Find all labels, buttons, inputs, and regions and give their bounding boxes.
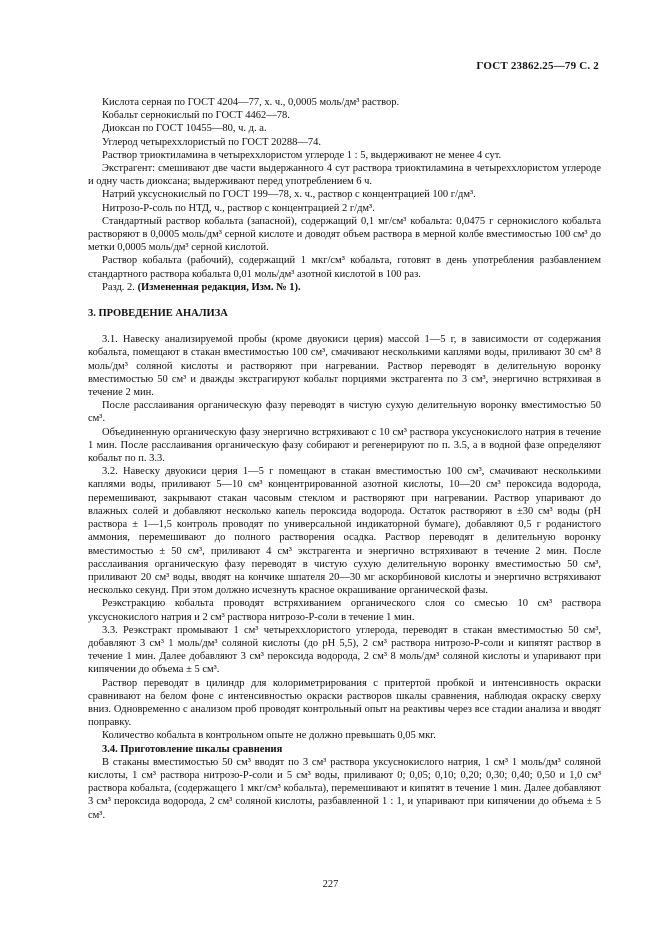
reagent-item: Кислота серная по ГОСТ 4204—77, х. ч., 0,0005 моль/дм³ раствор. [102, 97, 400, 108]
paragraph: Раствор переводят в цилиндр для колориметрирования с притертой пробкой и интенсивность окраски сравнивают на белом фоне с интенсивностью окраски растворов шкалы сравнения, наблюдая окраску сверху вниз. Одновременно с анализом проб проводят контрольный опыт на реактивы через все стадии анализа и вводят поправку. [88, 677, 601, 729]
paragraph: После расслаивания органическую фазу переводят в чистую сухую делительную воронку вместимостью 50 см³. [88, 400, 601, 425]
reagent-item: Кобальт сернокислый по ГОСТ 4462—78. [102, 110, 290, 122]
reagent-item: Экстрагент: смешивают две части выдержанного 4 сут раствора триоктиламина в четыреххлористом углероде и одну часть диоксана; выдерживают перед употреблением 6 ч. [88, 163, 601, 188]
page-header: ГОСТ 23862.25—79 С. 2 [476, 60, 599, 72]
paragraph: Реэкстракцию кобальта проводят встряхиванием органического слоя со смесью 10 см³ раствора уксуснокислого натрия и 2 см³ раствора нитрозо-Р-соли в течение 1 мин. [88, 598, 601, 623]
paragraph: 3.1. Навеску анализируемой пробы (кроме двуокиси церия) массой 1—5 г, в зависимости от содержания кобальта, помещают в стакан вместимостью 100 см³, смачивают несколькими каплями воды, приливают 30 см³ 8 моль/дм³ соляной кислоты и растворяют при нагревании. Раствор переводят в делительную воронку вместимостью 50 см³ и дважды экстрагируют кобальт порциями экстрагента по 3 см³, энергично встряхивая в течение 2 мин. [88, 334, 601, 399]
reagent-item: Нитрозо-Р-соль по НТД, ч., раствор с концентрацией 2 г/дм³. [102, 202, 375, 214]
reagent-item: Диоксан по ГОСТ 10455—80, ч. д. а. [102, 123, 267, 135]
page-number: 227 [322, 879, 339, 890]
reagent-item: Раствор триоктиламина в четыреххлористом углероде 1 : 5, выдерживают не менее 4 сут. [102, 149, 502, 161]
amendment-bold: (Измененная редакция, Изм. № 1). [137, 281, 301, 293]
amendment-prefix: Разд. 2. [102, 281, 135, 293]
reagent-item: Стандартный раствор кобальта (запасной), содержащий 0,1 мг/см³ кобальта: 0,0475 г сернокислого кобальта растворяют в 0,0005 моль/дм³ серной кислоте и доводят объем раствора в мерной колбе вместимостью 100 см³ до метки 0,0005 моль/дм³ серной кислотой. [88, 215, 601, 254]
section-title: 3. ПРОВЕДЕНИЕ АНАЛИЗА [88, 308, 228, 320]
amendment-note [88, 281, 601, 294]
paragraph: 3.3. Реэкстракт промывают 1 см³ четыреххлористого углерода, переводят в стакан вместимостью 50 см³, добавляют 3 см³ 1 моль/дм³ соляной кислоты (до рН 5,5), 2 см³ раствора нитрозо-Р-соли и кипятят раствор в течение 1 мин. Далее добавляют 3 см³ пероксида водорода, 2 см³ 8 моль/дм³ соляной кислоты и упаривают при кипячении до объема ± 5 см³. [88, 624, 601, 676]
paragraph: 3.2. Навеску двуокиси церия 1—5 г помещают в стакан вместимостью 100 см³, смачивают несколькими каплями воды, приливают 5—10 см³ концентрированной азотной кислоты, 10—20 см³ пероксида водорода, перемешивают, закрывают стакан часовым стеклом и растворяют при нагревании. Раствор упаривают до влажных солей и добавляют несколько капель пероксида водорода. Остаток растворяют в ±30 см³ воды (рН раствора ± 1—1,5 контроль проводят по универсальной индикаторной бумаге), добавляют 0,5 г роданистого аммония, перемешивают до полного растворения осадка. Раствор переводят в делительную воронку вместимостью ± 50 см³, приливают 4 см³ экстрагента и энергично встряхивают в течение 2 мин. После расслаивания органическую фазу переводят в чистую сухую делительную воронку вместимостью 50 см³, приливают 20 см³ воды, вводят на кончике шпателя 20—30 мг аскорбиновой кислоты и энергично встряхивают несколько секунд. При этом должно исчезнуть красное окрашивание органической фазы. [88, 466, 601, 597]
paragraph: Объединенную органическую фазу энергично встряхивают с 10 см³ раствора уксуснокислого натрия в течение 1 мин. После расслаивания органическую фазу собирают и регенерируют по п. 3.5, а в водной фазе определяют кобальт по п. 3.3. [88, 426, 601, 465]
subsection-title: 3.4. Приготовление шкалы сравнения [102, 743, 283, 755]
reagent-item: Натрий уксуснокислый по ГОСТ 199—78, х. ч., раствор с концентрацией 100 г/дм³. [102, 189, 476, 201]
paragraph: В стаканы вместимостью 50 см³ вводят по 3 см³ раствора уксуснокислого натрия, 1 см³ 1 моль/дм³ соляной кислоты, 1 см³ раствора нитрозо-Р-соли и 5 см³ воды, приливают 0; 0,05; 0,10; 0,20; 0,30; 0,40; 0,50 и 1,0 см³ раствора кобальта, (содержащего 1 мкг/см³ кобальта), перемешивают и кипятят в течение 1 мин. Далее добавляют 3 см³ пероксида водорода, 2 см³ соляной кислоты, разбавленной 1 : 1, и упаривают при кипячении до объема ± 5 см³. [88, 756, 601, 821]
reagents-list [88, 96, 601, 822]
reagent-item: Углерод четыреххлористый по ГОСТ 20288—74. [102, 136, 322, 148]
paragraph: Количество кобальта в контрольном опыте не должно превышать 0,05 мкг. [102, 730, 436, 742]
reagent-item: Раствор кобальта (рабочий), содержащий 1 мкг/см³ кобальта, готовят в день употребления разбавлением стандартного раствора кобальта 0,01 моль/дм³ азотной кислотой в 100 раз. [88, 255, 601, 280]
